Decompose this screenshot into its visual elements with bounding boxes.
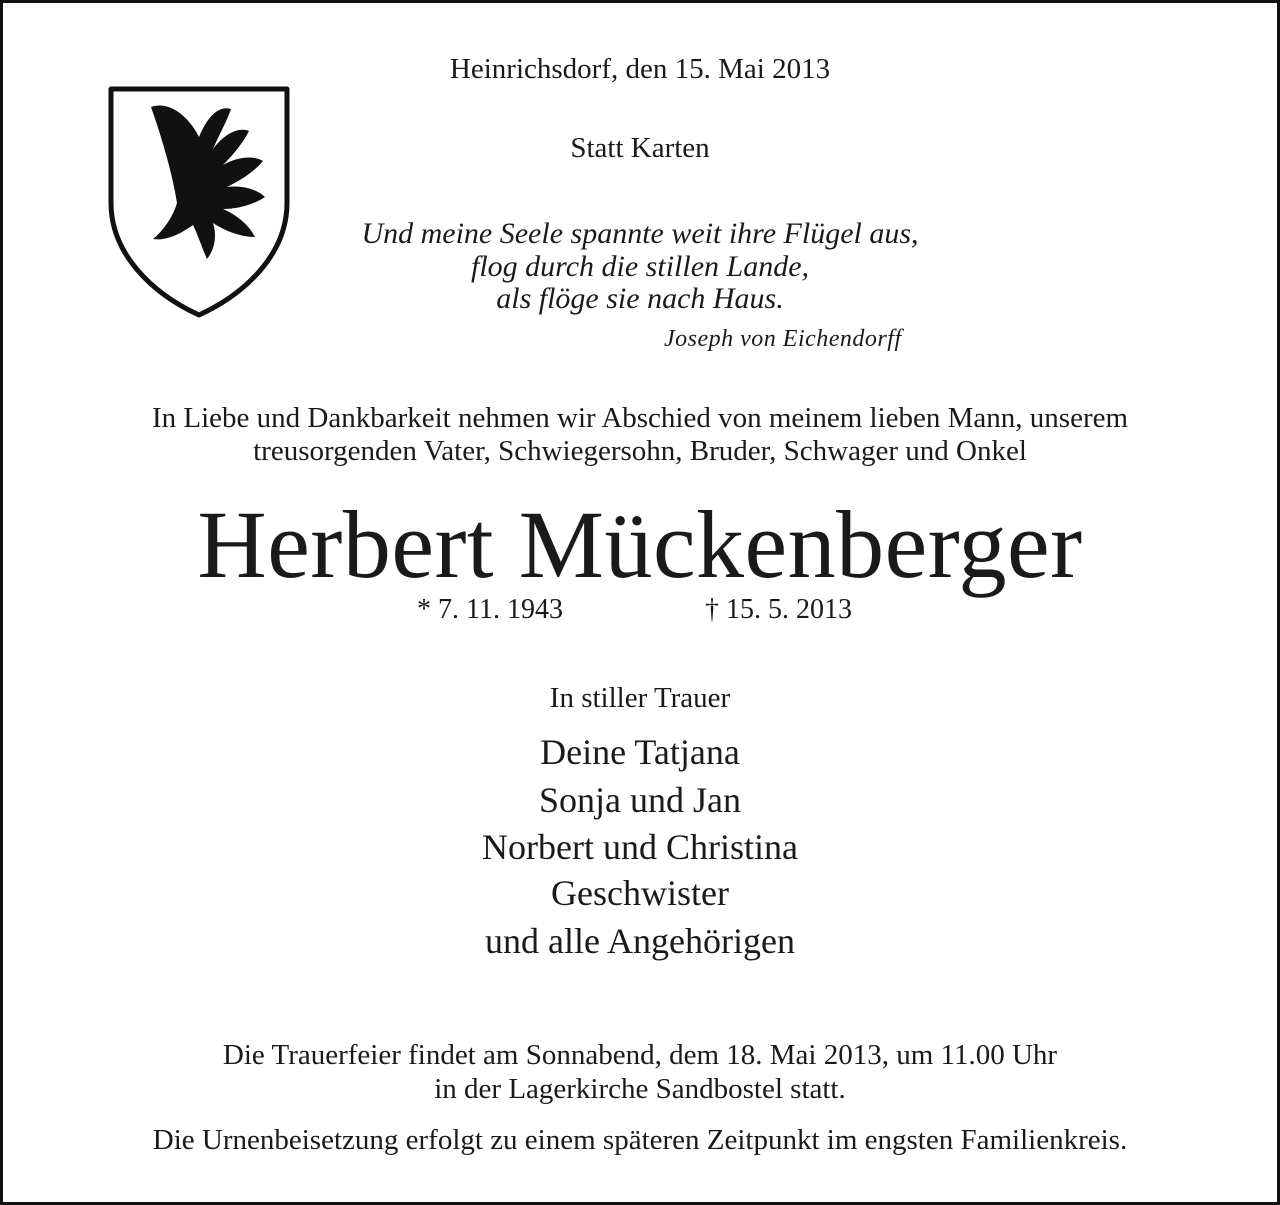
poem-author: Joseph von Eichendorff — [664, 326, 902, 352]
deceased-name: Herbert Mückenberger — [197, 491, 1083, 598]
mourner-name: Norbert und Christina — [482, 827, 798, 867]
poem-line-3: als flöge sie nach Haus. — [496, 282, 784, 315]
intro-line-2: treusorgenden Vater, Schwiegersohn, Bruder, Schwager und Onkel — [253, 435, 1027, 467]
service-line-1: Die Trauerfeier findet am Sonnabend, dem 18. Mai 2013, um 11.00 Uhr — [222, 1039, 1058, 1071]
poem-line-1: Und meine Seele spannte weit ihre Flügel aus, — [361, 217, 919, 250]
death-date: † 15. 5. 2013 — [705, 594, 852, 625]
birth-date: * 7. 11. 1943 — [417, 594, 563, 625]
intro-line-1: In Liebe und Dankbarkeit nehmen wir Abschied von meinem lieben Mann, unserem — [151, 402, 1129, 434]
service-line-2: in der Lagerkirche Sandbostel statt. — [434, 1073, 846, 1105]
urn-note: Die Urnenbeisetzung erfolgt zu einem späteren Zeitpunkt im engsten Familienkreis. — [152, 1124, 1128, 1156]
place-date: Heinrichsdorf, den 15. Mai 2013 — [449, 53, 831, 85]
mourner-name: Deine Tatjana — [540, 732, 740, 772]
mourner-name: Geschwister — [551, 873, 729, 913]
mourning-heading: In stiller Trauer — [549, 682, 731, 714]
mourner-name: und alle Angehörigen — [485, 921, 795, 961]
statt-karten: Statt Karten — [570, 132, 710, 164]
mourner-name: Sonja und Jan — [539, 780, 741, 820]
poem-line-2: flog durch die stillen Lande, — [470, 250, 810, 283]
